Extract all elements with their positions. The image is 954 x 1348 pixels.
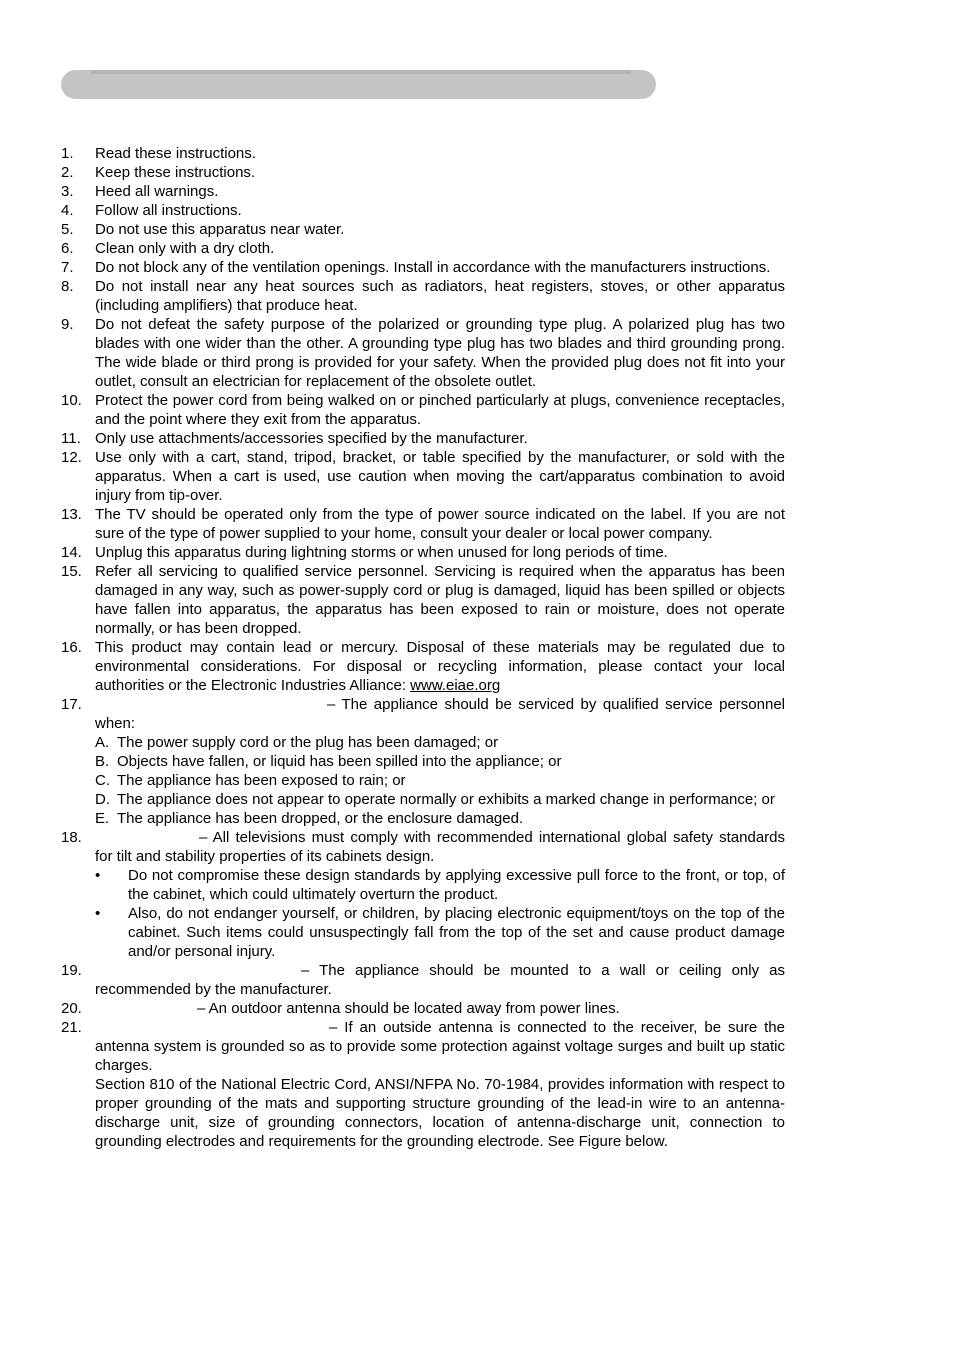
list-item [61,543,785,562]
item-text: – The appliance should be serviced by qualified service personnel when: [95,696,785,732]
item-text: – All televisions must comply with recommended international global safety standards for tilt and stability properties of its cabinets design. [95,829,785,865]
item-number: 16. [61,639,82,656]
item-number: 10. [61,392,82,409]
section-header-bar [61,70,656,99]
sublist-container [61,733,785,828]
item-number: 8. [61,278,74,295]
list-item-servicing [61,695,785,733]
list-item [61,163,785,182]
item-number: 7. [61,259,74,276]
item-text: – The appliance should be mounted to a wall or ceiling only as recommended by the manufacturer. [95,962,785,998]
sublist-item [95,790,785,809]
item-text: Do not defeat the safety purpose of the polarized or grounding type plug. A polarized plug has two blades with one wider than the other. A grounding type plug has two blades and third grounding prong. The wide blade or third prong is provided for your safety. When the provided plug does not fit into your outlet, consult an electrician for replacement of the obsolete outlet. [95,316,785,390]
bullet-list-container [61,866,785,961]
item-text: Protect the power cord from being walked on or pinched particularly at plugs, convenience receptacles, and the point where they exit from the apparatus. [95,392,785,428]
item-number: 19. [61,962,82,979]
item-text: Clean only with a dry cloth. [95,240,275,257]
item-text: – An outdoor antenna should be located away from power lines. [197,1000,620,1017]
sublist-letter: E. [95,810,110,827]
list-item-wall-mounting [61,961,785,999]
item-text: Read these instructions. [95,145,256,162]
sublist-item [95,771,785,790]
item-text: Refer all servicing to qualified service personnel. Servicing is required when the apparatus has been damaged in any way, such as power-supply cord or plug is damaged, liquid has been spilled or objects have fallen into apparatus, the apparatus has been exposed to rain or moisture, does not operate normally, or has been dropped. [95,563,785,637]
list-item [61,429,785,448]
list-item [61,505,785,543]
antenna-grounding-paragraph [61,1075,785,1151]
list-item [61,239,785,258]
list-item [61,201,785,220]
item-text: Only use attachments/accessories specified by the manufacturer. [95,430,528,447]
list-item [61,220,785,239]
item-text: Do not use this apparatus near water. [95,221,345,238]
bullet-item [95,904,785,961]
item-number: 21. [61,1019,82,1036]
sublist-item [95,752,785,771]
item-number: 13. [61,506,82,523]
sublist-letter: C. [95,772,110,789]
item-text: Keep these instructions. [95,164,256,181]
item-number: 9. [61,316,74,333]
item-number: 4. [61,202,74,219]
list-item [61,258,785,277]
list-item-tilt-stability [61,828,785,866]
item-number: 1. [61,145,74,162]
item-number: 6. [61,240,74,257]
item-number: 18. [61,829,82,846]
item-text: Do not install near any heat sources such as radiators, heat registers, stoves, or other apparatus (including amplifiers) that produce heat. [95,278,785,314]
item-text: Unplug this apparatus during lightning storms or when unused for long periods of time. [95,544,668,561]
list-item [61,391,785,429]
safety-instructions-list [61,144,785,1151]
item-number: 2. [61,164,74,181]
sublist-text: The appliance does not appear to operate normally or exhibits a marked change in performance; or [117,791,775,808]
list-item [61,144,785,163]
sublist-text: The power supply cord or the plug has been damaged; or [117,734,499,751]
item-text: This product may contain lead or mercury. Disposal of these materials may be regulated due to environmental considerations. For disposal or recycling information, please contact your local authorities or the Electronic Industries Alliance: [95,639,785,694]
item-number: 3. [61,183,74,200]
item-number: 14. [61,544,82,561]
item-text: Heed all warnings. [95,183,219,200]
item-number: 5. [61,221,74,238]
sublist-letter: D. [95,791,110,808]
paragraph-text: Section 810 of the National Electric Cord, ANSI/NFPA No. 70-1984, provides information with respect to proper grounding of the mats and supporting structure grounding of the lead-in wire to an antenna-discharge unit, size of grounding connectors, location of antenna-discharge unit, connection to grounding electrodes and requirements for the grounding electrode. See Figure below. [95,1076,785,1150]
item-text: – If an outside antenna is connected to the receiver, be sure the antenna system is grounded so as to provide some protection against voltage surges and built up static charges. [95,1019,785,1074]
sublist-item [95,809,785,828]
header-bar-highlight [91,70,631,74]
sublist-text: The appliance has been dropped, or the enclosure damaged. [117,810,524,827]
list-item [61,277,785,315]
sublist-item [95,733,785,752]
sublist-text: Objects have fallen, or liquid has been spilled into the appliance; or [117,753,562,770]
list-item [61,562,785,638]
list-item [61,182,785,201]
bullet-text: Do not compromise these design standards by applying excessive pull force to the front, or top, of the cabinet, which could ultimately overturn the product. [128,867,785,903]
item-number: 12. [61,449,82,466]
item-text: Use only with a cart, stand, tripod, bracket, or table specified by the manufacturer, or sold with the apparatus. When a cart is used, use caution when moving the cart/apparatus combination to avoid injury from tip-over. [95,449,785,504]
item-text: Follow all instructions. [95,202,242,219]
list-item-power-lines [61,999,785,1018]
sublist-letter: A. [95,734,110,751]
item-number: 20. [61,1000,82,1017]
item-number: 11. [61,430,81,447]
list-item [61,315,785,391]
item-number: 15. [61,563,82,580]
eiae-link[interactable]: www.eiae.org [410,677,501,694]
bullet-item [95,866,785,904]
list-item-recycling [61,638,785,695]
item-text: The TV should be operated only from the type of power source indicated on the label. If you are not sure of the type of power supplied to your home, consult your dealer or local power company. [95,506,785,542]
bullet-mark: • [95,867,101,884]
list-item-antenna-grounding [61,1018,785,1075]
sublist-letter: B. [95,753,110,770]
bullet-text: Also, do not endanger yourself, or children, by placing electronic equipment/toys on the top of the cabinet. Such items could unsuspectingly fall from the top of the set and cause product damage and/or personal injury. [128,905,785,960]
item-number: 17. [61,696,82,713]
item-text: Do not block any of the ventilation openings. Install in accordance with the manufacturers instructions. [95,259,771,276]
sublist-text: The appliance has been exposed to rain; or [117,772,406,789]
bullet-mark: • [95,905,101,922]
list-item [61,448,785,505]
